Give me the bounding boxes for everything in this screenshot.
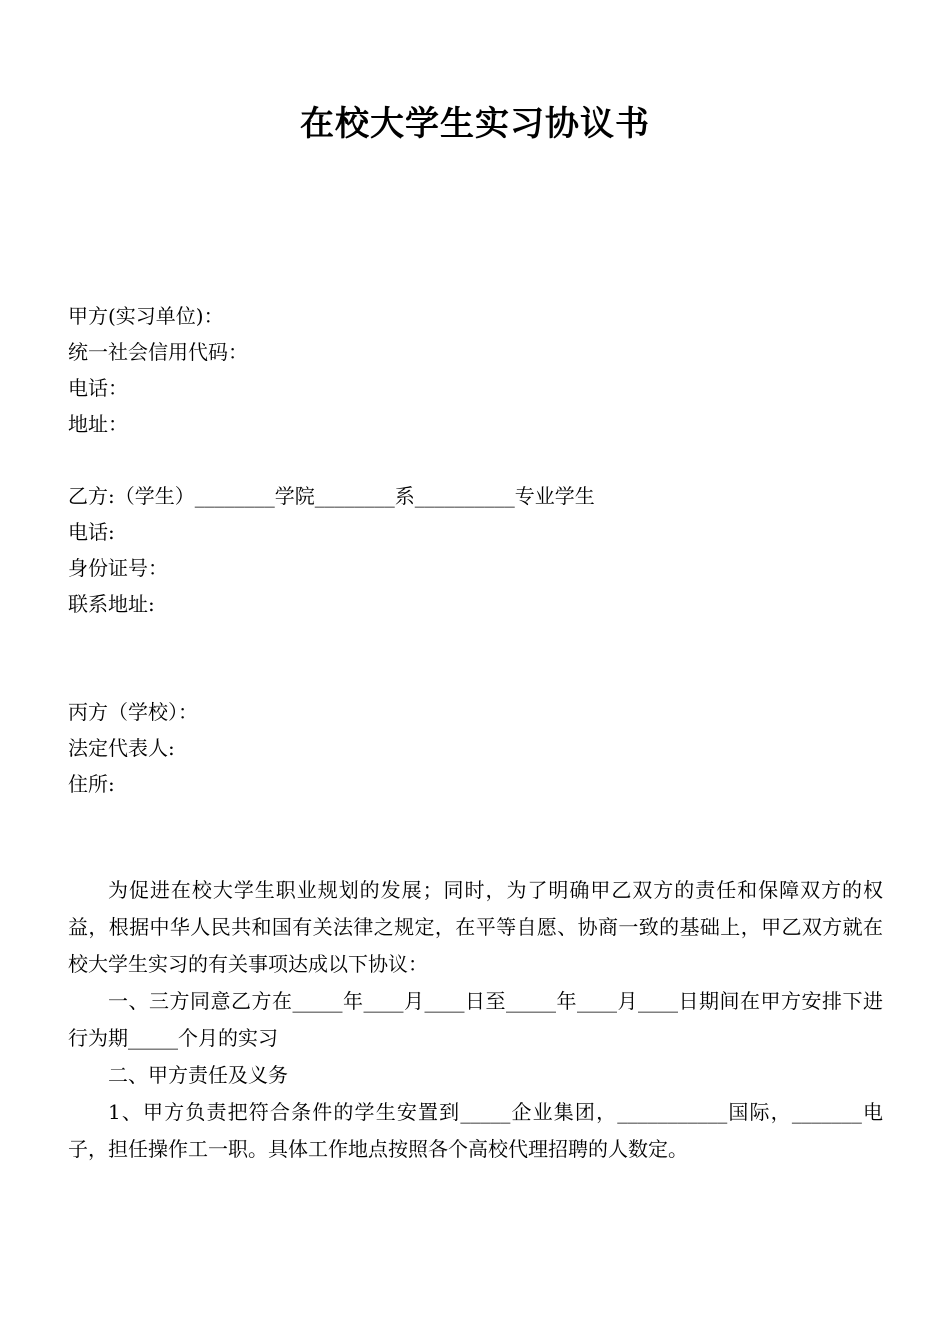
party-c-school-field: 丙方（学校）： xyxy=(68,700,198,724)
party-a-address-field: 地址： xyxy=(68,412,128,436)
party-a-phone-field: 电话： xyxy=(68,376,128,400)
party-a-section xyxy=(68,298,888,442)
party-b-contact-address-field: 联系地址: xyxy=(68,592,155,616)
party-a-unit-field: 甲方(实习单位)： xyxy=(68,304,224,328)
party-b-phone-field: 电话: xyxy=(68,520,115,544)
clause-1-paragraph: 一、三方同意乙方在_____年____月____日至_____年____月____日期间在甲方安排下进行为期_____个月的实习 xyxy=(68,989,883,1050)
party-c-section xyxy=(68,694,888,802)
clause-2-1-paragraph: 1、甲方负责把符合条件的学生安置到_____企业集团，___________国际，_______电子，担任操作工一职。具体工作地点按照各个高校代理招聘的人数定。 xyxy=(68,1100,883,1161)
intro-paragraph: 为促进在校大学生职业规划的发展；同时，为了明确甲乙双方的责任和保障双方的权益，根据中华人民共和国有关法律之规定，在平等自愿、协商一致的基础上，甲乙双方就在校大学生实习的有关事项达成以下协议： xyxy=(68,878,883,976)
party-c-residence-field: 住所: xyxy=(68,772,115,796)
party-b-student-field: 乙方:（学生）________学院________系__________专业学生 xyxy=(68,484,595,508)
clause-2-heading: 二、甲方责任及义务 xyxy=(108,1063,288,1087)
party-a-credit-code-field: 统一社会信用代码： xyxy=(68,340,248,364)
party-c-legal-rep-field: 法定代表人: xyxy=(68,736,175,760)
party-b-id-number-field: 身份证号： xyxy=(68,556,168,580)
document-title: 在校大学生实习协议书 xyxy=(300,104,650,144)
party-b-section xyxy=(68,478,888,622)
agreement-body xyxy=(68,872,883,1168)
